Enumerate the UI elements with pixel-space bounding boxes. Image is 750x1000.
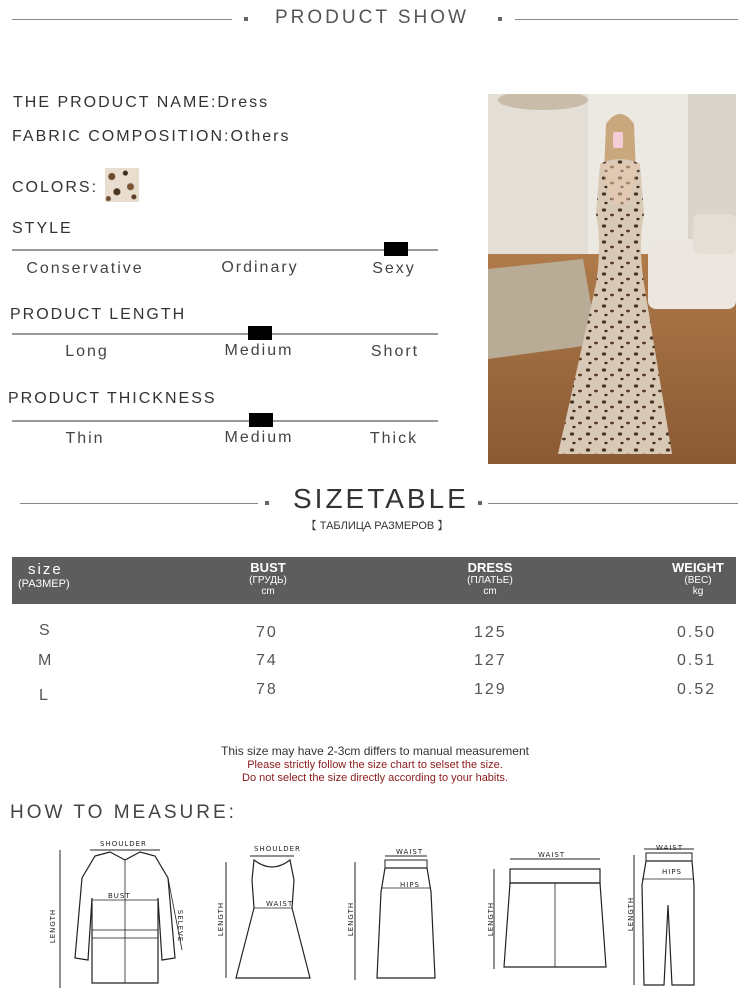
skirt-measure-diagram bbox=[345, 852, 445, 986]
product-photo-illustration bbox=[488, 94, 736, 464]
row-l-size: L bbox=[39, 687, 50, 704]
sizetable-divider-right bbox=[488, 503, 738, 504]
col-size-main: size bbox=[28, 561, 63, 578]
skirt-length-label: LENGTH bbox=[347, 901, 356, 937]
row-s-dress: 125 bbox=[474, 624, 507, 641]
col-size-sub: (РАЗМЕР) bbox=[18, 578, 70, 590]
style-selected-marker bbox=[384, 242, 408, 256]
style-scale-line bbox=[12, 249, 438, 251]
thickness-title: PRODUCT THICKNESS bbox=[8, 390, 217, 407]
col-dress-unit: cm bbox=[483, 586, 497, 597]
style-option-conservative: Conservative bbox=[26, 260, 144, 277]
col-dress-main: DRESS bbox=[467, 560, 513, 575]
row-m-dress: 127 bbox=[474, 652, 507, 669]
pants-hips-label: HIPS bbox=[662, 868, 682, 876]
fabric-label: FABRIC COMPOSITION: bbox=[12, 128, 231, 145]
colors-label: COLORS: bbox=[12, 179, 99, 196]
style-option-sexy: Sexy bbox=[372, 260, 416, 277]
dress-measure-diagram bbox=[222, 850, 312, 984]
length-scale-line bbox=[12, 333, 438, 335]
note-follow-chart: Please strictly follow the size chart to selset the size. bbox=[247, 759, 503, 771]
length-selected-marker bbox=[248, 326, 272, 340]
shorts-length-label: LENGTH bbox=[487, 901, 496, 937]
fabric-value: Others bbox=[230, 128, 291, 145]
sizetable-dot-right bbox=[478, 501, 482, 505]
col-weight-header bbox=[648, 560, 748, 597]
length-option-short: Short bbox=[370, 343, 420, 360]
col-bust-main: BUST bbox=[250, 560, 286, 575]
shorts-measure-diagram bbox=[490, 855, 610, 975]
row-s-bust: 70 bbox=[256, 624, 278, 641]
col-size-header bbox=[18, 561, 70, 590]
shorts-waist-label: WAIST bbox=[538, 851, 566, 859]
jacket-length-label: LENGTH bbox=[49, 908, 58, 944]
skirt-waist-label: WAIST bbox=[396, 848, 424, 856]
size-table-header bbox=[12, 557, 736, 604]
thickness-option-thin: Thin bbox=[65, 430, 105, 447]
row-l-dress: 129 bbox=[474, 681, 507, 698]
pants-waist-label: WAIST bbox=[656, 844, 684, 852]
style-option-ordinary: Ordinary bbox=[221, 259, 299, 276]
thickness-option-thick: Thick bbox=[369, 430, 419, 447]
row-m-bust: 74 bbox=[256, 652, 278, 669]
product-name-row bbox=[13, 94, 269, 112]
product-name-value: Dress bbox=[217, 94, 270, 111]
header-dot-right bbox=[498, 17, 502, 21]
thickness-option-medium: Medium bbox=[224, 429, 294, 446]
note-measurement: This size may have 2-3cm differs to manual measurement bbox=[221, 744, 529, 758]
dress-length-label: LENGTH bbox=[217, 901, 226, 937]
row-l-weight: 0.52 bbox=[677, 681, 717, 698]
pants-length-label: LENGTH bbox=[627, 896, 636, 932]
sizetable-subtitle: 【 ТАБЛИЦА РАЗМЕРОВ 】 bbox=[305, 520, 449, 532]
sizetable-title: SIZETABLE bbox=[293, 483, 469, 514]
note-no-habit: Do not select the size directly according to your habits. bbox=[242, 772, 508, 784]
how-to-measure-title: HOW TO MEASURE: bbox=[10, 802, 237, 823]
length-option-medium: Medium bbox=[224, 342, 294, 359]
row-s-weight: 0.50 bbox=[677, 624, 717, 641]
row-m-weight: 0.51 bbox=[677, 652, 717, 669]
col-bust-unit: cm bbox=[261, 586, 275, 597]
row-m-size: M bbox=[38, 652, 54, 669]
col-weight-unit: kg bbox=[692, 586, 704, 597]
col-dress-sub: (ПЛАТЬЕ) bbox=[467, 575, 513, 586]
fabric-row bbox=[12, 128, 290, 146]
col-bust-header bbox=[218, 560, 318, 597]
col-weight-sub: (ВЕС) bbox=[684, 575, 712, 586]
jacket-bust-label: BUST bbox=[108, 892, 131, 900]
product-photo[interactable] bbox=[488, 94, 736, 464]
length-title: PRODUCT LENGTH bbox=[10, 306, 187, 323]
thickness-selected-marker bbox=[249, 413, 273, 427]
skirt-hips-label: HIPS bbox=[400, 881, 420, 889]
header-dot-left bbox=[244, 17, 248, 21]
col-weight-main: WEIGHT bbox=[672, 560, 724, 575]
col-bust-sub: (ГРУДЬ) bbox=[249, 575, 287, 586]
col-dress-header bbox=[440, 560, 540, 597]
sizetable-divider-left bbox=[20, 503, 258, 504]
product-name-label: THE PRODUCT NAME: bbox=[13, 94, 218, 111]
length-option-long: Long bbox=[65, 343, 109, 360]
pants-measure-diagram bbox=[628, 845, 708, 990]
dress-waist-label: WAIST bbox=[266, 900, 294, 908]
jacket-sleeve-label: SELEVE bbox=[176, 909, 185, 943]
thickness-scale-line bbox=[12, 420, 438, 422]
color-swatch-leopard[interactable] bbox=[105, 168, 139, 202]
header-divider-left bbox=[12, 19, 232, 20]
sizetable-dot-left bbox=[265, 501, 269, 505]
dress-shoulder-label: SHOULDER bbox=[254, 845, 301, 853]
style-title: STYLE bbox=[12, 220, 73, 237]
product-show-title: PRODUCT SHOW bbox=[275, 7, 469, 28]
jacket-shoulder-label: SHOULDER bbox=[100, 840, 147, 848]
row-s-size: S bbox=[39, 622, 52, 639]
row-l-bust: 78 bbox=[256, 681, 278, 698]
header-divider-right bbox=[515, 19, 738, 20]
